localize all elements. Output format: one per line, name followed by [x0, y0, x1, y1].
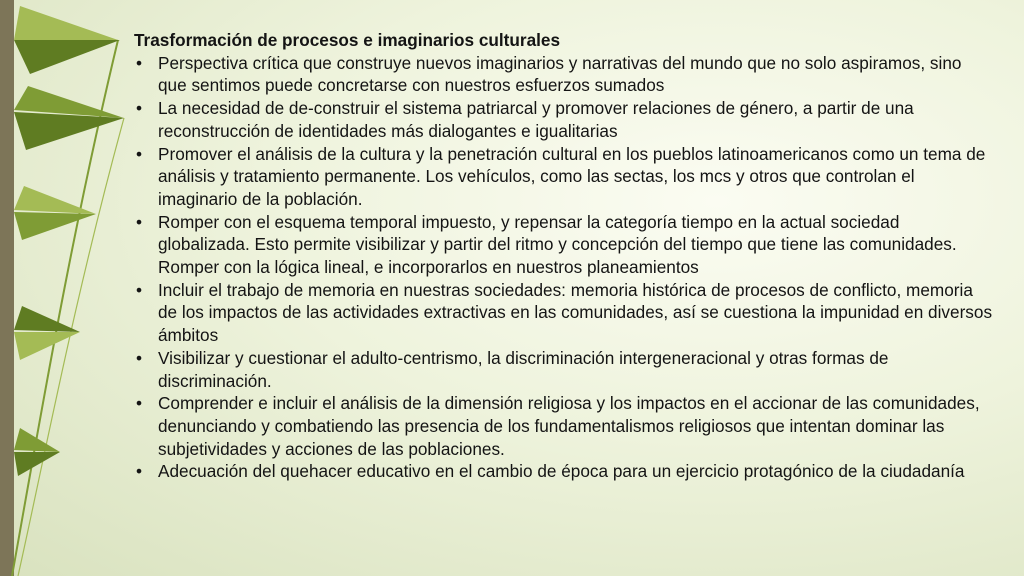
- bullet-marker: •: [136, 279, 143, 300]
- bullet-item: [134, 460, 994, 483]
- bullet-item: [134, 347, 994, 392]
- bullet-marker: •: [136, 347, 143, 368]
- leaf-shape: [14, 332, 80, 360]
- bullet-marker: •: [136, 143, 143, 164]
- bullet-text: Romper con el esquema temporal impuesto, y repensar la categoría tiempo en la actual sociedad globalizada. Esto permite visibilizar y partir del ritmo y concepción del tiempo que tiene las comunidades. Romper con la lógica lineal, e incorporarlos en nuestros planeamientos: [158, 211, 957, 278]
- bullet-text: Promover el análisis de la cultura y la penetración cultural en los pueblos latinoamericanos como un tema de análisis y tratamiento permanente. Los vehículos, como las sectas, los mcs y otros que controlan el imaginario de la población.: [158, 143, 986, 209]
- bullet-text: Perspectiva crítica que construye nuevos imaginarios y narrativas del mundo que no solo aspiramos, sino que sentimos puede concretarse con nuestros esfuerzos sumados: [158, 52, 962, 96]
- bullet-text: Comprender e incluir el análisis de la dimensión religiosa y los impactos en el accionar de las comunidades, denunciando y combatiendo las presencia de los fundamentalismos religiosos que intentan dominar las subjetividades y acciones de las poblaciones.: [158, 393, 980, 459]
- bullet-marker: •: [136, 52, 143, 73]
- slide-content: [134, 29, 994, 483]
- bullet-list: [134, 52, 994, 483]
- bullet-item: [134, 279, 994, 347]
- bullet-marker: •: [136, 211, 143, 232]
- bullet-marker: •: [136, 393, 143, 414]
- bullet-item: [134, 97, 994, 142]
- bullet-text: Adecuación del quehacer educativo en el cambio de época para un ejercicio protagónico de la ciudadanía: [158, 461, 965, 482]
- leaf-shape: [14, 212, 96, 240]
- bullet-text: Incluir el trabajo de memoria en nuestras sociedades: memoria histórica de procesos de conflicto, memoria de los impactos de las actividades extractivas en las comunidades, así se cuestiona la impunidad en diversos ámbitos: [158, 279, 993, 346]
- bullet-marker: •: [136, 98, 143, 119]
- bullet-text: Visibilizar y cuestionar el adulto-centrismo, la discriminación intergeneracional y otras formas de discriminación.: [158, 347, 889, 391]
- slide-title: Trasformación de procesos e imaginarios culturales: [134, 30, 561, 50]
- leaf-shape: [14, 112, 124, 150]
- leaf-shape: [14, 6, 118, 40]
- bullet-item: [134, 143, 994, 211]
- leaf-decoration: [0, 0, 143, 576]
- bullet-item: [134, 392, 994, 460]
- bullet-item: [134, 211, 994, 279]
- bullet-text: La necesidad de de-construir el sistema patriarcal y promover relaciones de género, a partir de una reconstrucción de identidades más dialogantes e igualitarias: [158, 98, 914, 141]
- bullet-marker: •: [136, 461, 143, 482]
- bullet-item: [134, 52, 994, 97]
- leaf-shape: [14, 40, 120, 74]
- leaf-shape: [14, 306, 80, 332]
- leaf-shape: [14, 452, 60, 476]
